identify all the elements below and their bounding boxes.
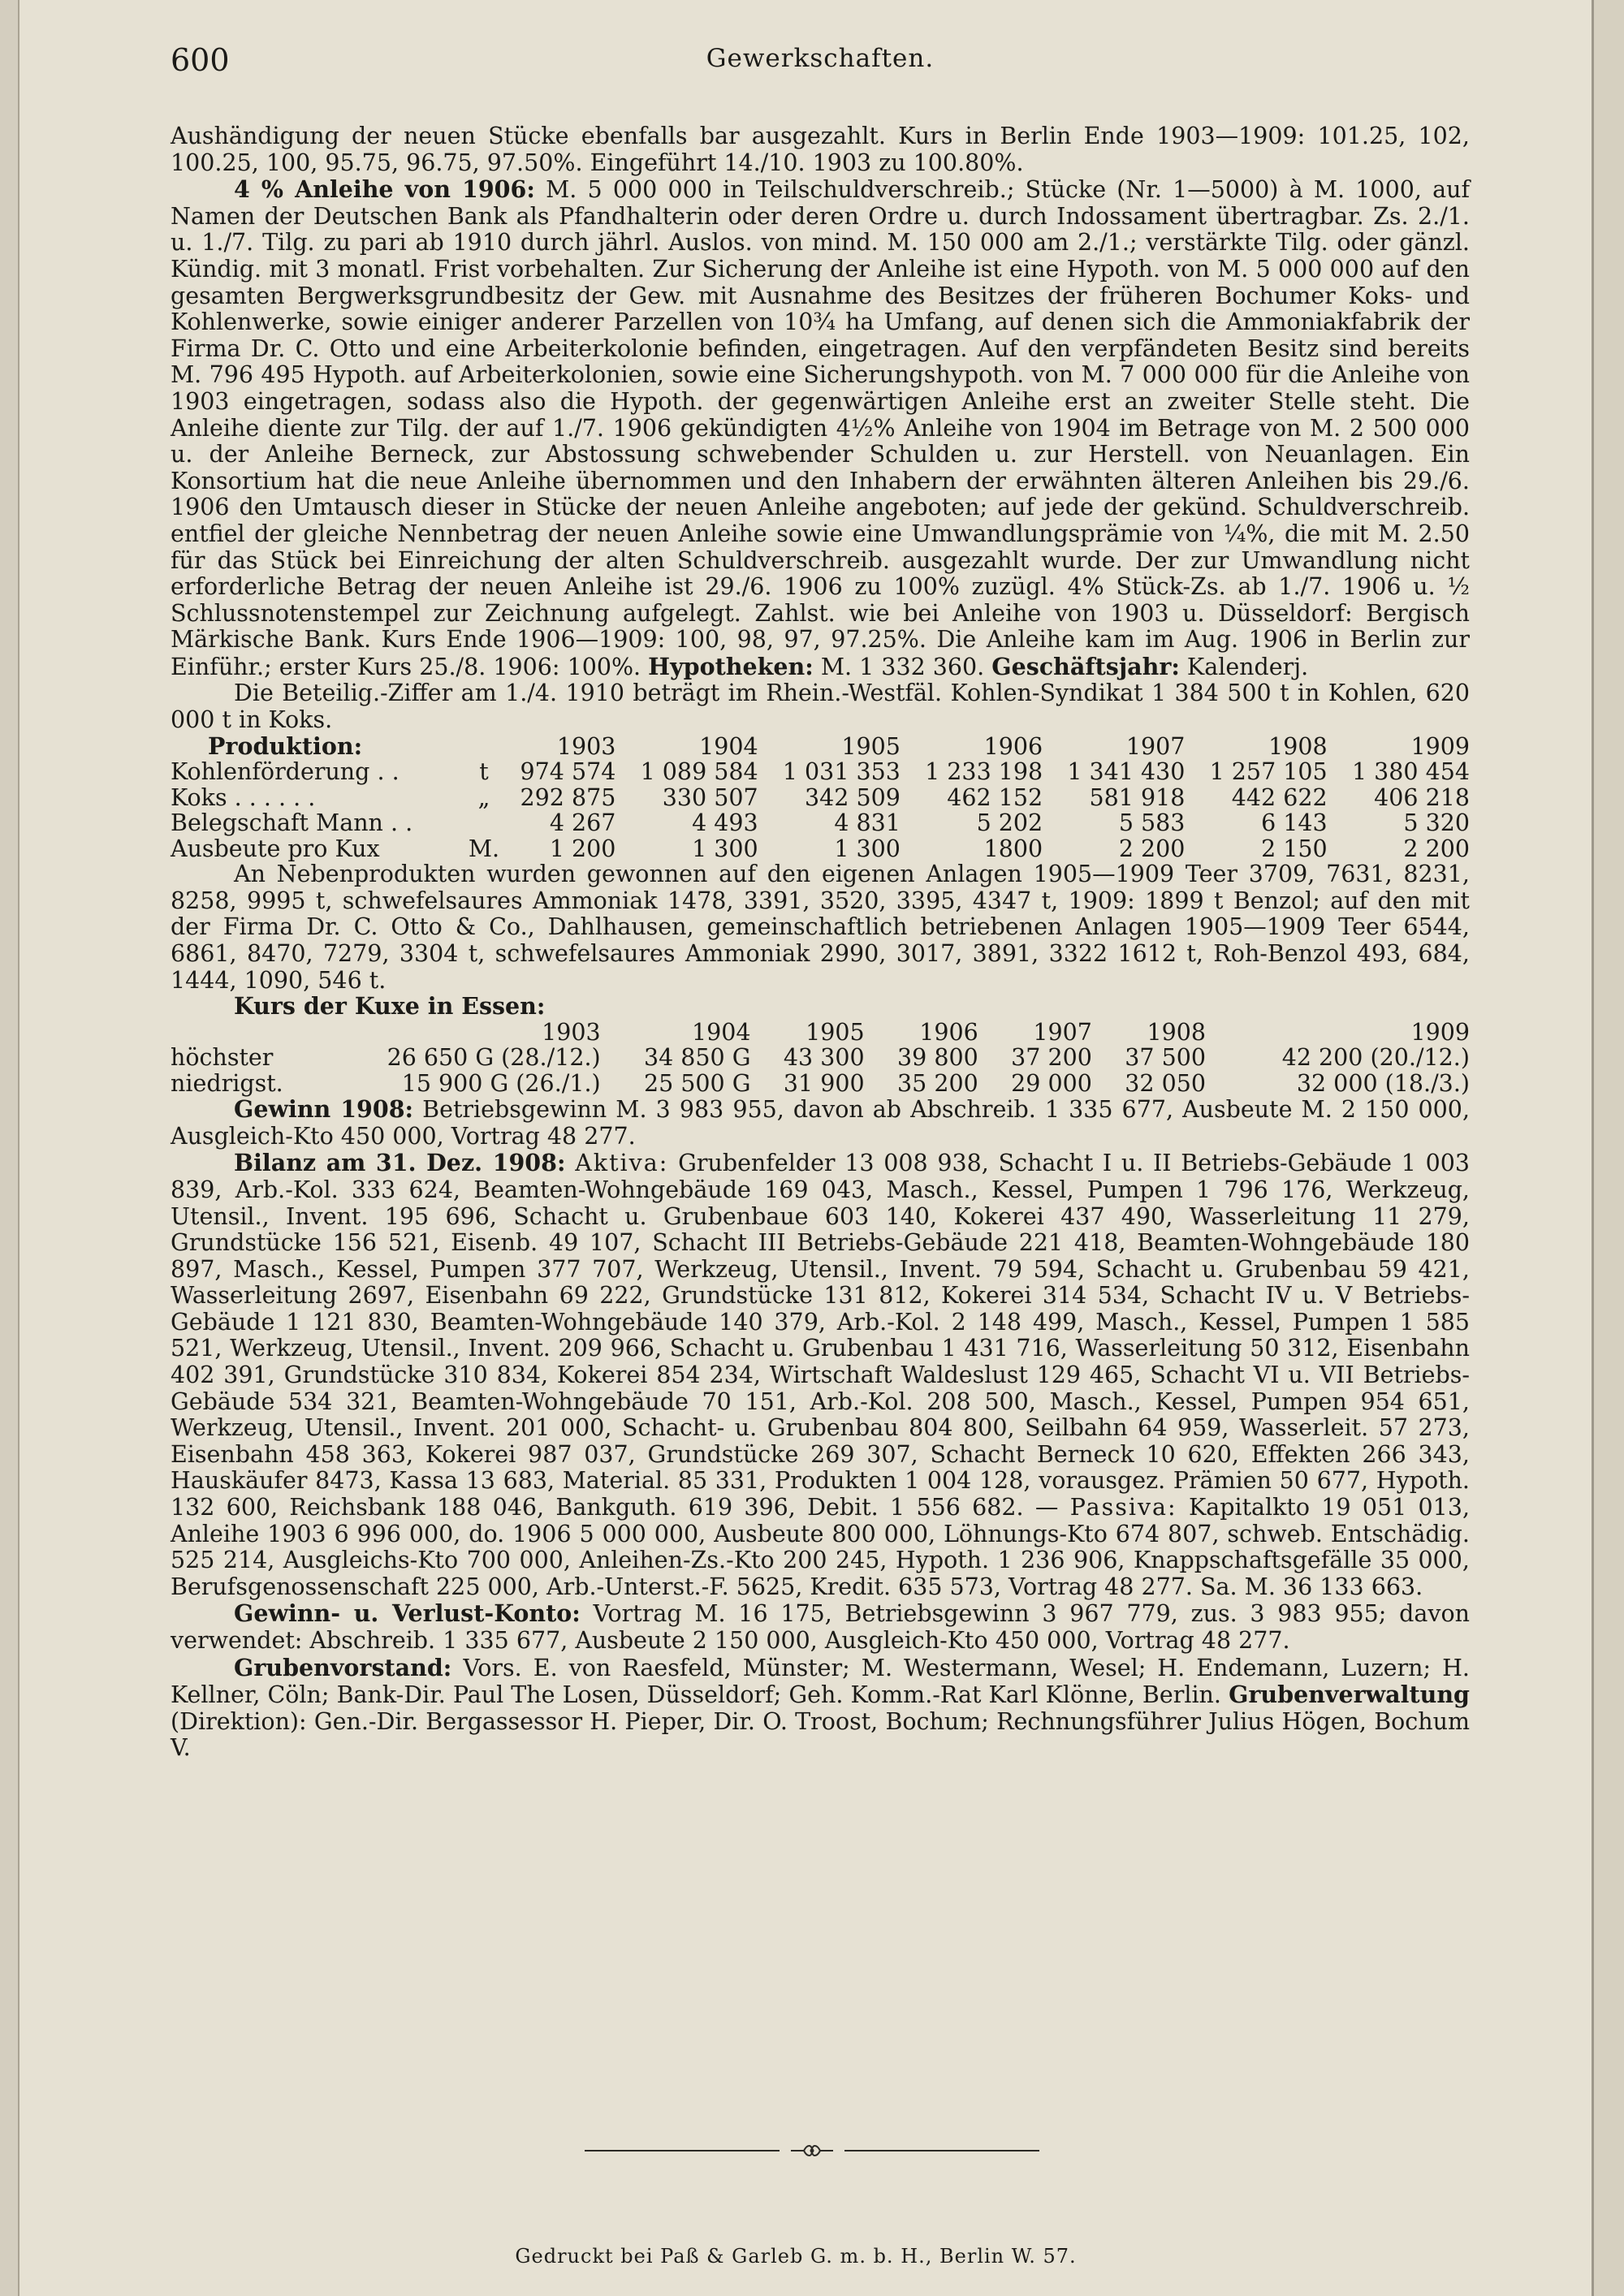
- table-cell: 42 200 (20./12.): [1281, 1044, 1470, 1072]
- kurs-title-row: [171, 994, 1470, 1020]
- table-cell: 5 583: [1118, 809, 1186, 837]
- page-number: 600: [171, 42, 230, 78]
- table-cell: 406 218: [1374, 783, 1470, 811]
- table-cell: 6 143: [1261, 809, 1328, 837]
- table-cell: 31 900: [783, 1069, 865, 1097]
- row-label: Ausbeute pro Kux: [171, 835, 380, 862]
- table-cell: 462 152: [947, 783, 1043, 811]
- table-cell: 1 300: [692, 835, 758, 862]
- page-header: [171, 42, 1470, 81]
- guv-text: Vortrag M. 16 175, Betriebsgewinn 3 967 779, zus. 3 983 955; davon verwendet: Abschreib. 1 335 677, Ausbeute 2 150 000, Ausgleich-Kto 450 000, Vortrag 48 277.: [171, 1600, 1470, 1654]
- table-cell: 1 380 454: [1351, 758, 1470, 786]
- table-cell: 43 300: [783, 1044, 865, 1072]
- row-label: Belegschaft Mann . .: [171, 809, 413, 837]
- ornament-icon: [788, 2138, 836, 2168]
- section-divider: [585, 2138, 1039, 2163]
- year-cell: 1903: [556, 732, 616, 760]
- table-cell: 4 267: [549, 809, 616, 837]
- table-cell: 2 200: [1403, 835, 1470, 862]
- paragraph-gewinn-1908: [171, 1096, 1470, 1150]
- table-cell: 2 200: [1118, 835, 1186, 862]
- year-cell: 1909: [1410, 1018, 1470, 1046]
- year-cell: 1904: [691, 1018, 751, 1046]
- table-cell: 32 000 (18./3.): [1296, 1069, 1470, 1097]
- year-cell: 1905: [806, 1018, 865, 1046]
- table-cell: 4 831: [834, 809, 901, 837]
- table-cell: 442 622: [1231, 783, 1328, 811]
- paragraph-vorstand: [171, 1655, 1470, 1762]
- gewinn-text: Betriebsgewinn M. 3 983 955, davon ab Abschreib. 1 335 677, Ausbeute M. 2 150 000, Ausgleich-Kto 450 000, Vortrag 48 277.: [171, 1096, 1470, 1150]
- table-cell: 292 875: [520, 783, 616, 811]
- table-cell: 974 574: [520, 758, 616, 786]
- aktiva-text: Grubenfelder 13 008 938, Schacht I u. II Betriebs-Gebäude 1 003 839, Arb.-Kol. 333 624, Beamten-Wohngebäude 169 043, Masch., Kessel, Pumpen 1 796 176, Werkzeug, Utensil., Invent. 195 696, Schacht u. Grubenbaue 603 140, Kokerei 437 490, Wasserleitung 11 279, Grundstücke 156 521, Eisenb. 49 107, Schacht III Betriebs-Gebäude 221 418, Beamten-Wohngebäude 180 897, Masch., Kessel, Pumpen 377 707, Werkzeug, Utensil., Invent. 79 594, Schacht u. Grubenbau 59 421, Wasserleitung 2697, Eisenbahn 69 222, Grundstücke 131 812, Kokerei 314 534, Schacht IV u. V Betriebs-Gebäude 1 121 830, Beamten-Wohngebäude 140 379, Arb.-Kol. 2 148 499, Masch., Kessel, Pumpen 1 585 521, Werkzeug, Utensil., Invent. 209 966, Schacht u. Grubenbau 1 431 716, Wasserleitung 50 312, Eisenbahn 402 391, Grundstücke 310 834, Kokerei 854 234, Wirtschaft Waldeslust 129 465, Schacht VI u. VII Betriebs-Gebäude 534 321, Beamten-Wohngebäude 70 151, Arb.-Kol. 208 500, Masch., Kessel, Pumpen 954 651, Werkzeug, Utensil., Invent. 201 000, Schacht- u. Grubenbau 804 800, Seilbahn 64 959, Wasserleit. 57 273, Eisenbahn 458 363, Kokerei 987 037, Grundstücke 269 307, Schacht Berneck 10 620, Effekten 266 343, Hauskäufer 8473, Kassa 13 683, Material. 85 331, Produkten 1 004 128, vorausgez. Prämien 50 677, Hypoth. 132 600, Reichsbank 188 046, Bankguth. 619 396, Debit. 1 556 682. —: [171, 1150, 1470, 1521]
- year-cell: 1909: [1410, 732, 1470, 760]
- year-cell: 1904: [699, 732, 758, 760]
- table-cell: 1 089 584: [640, 758, 758, 786]
- page-edge: [1592, 0, 1624, 2296]
- anleihe-1906-heading: 4 % Anleihe von 1906:: [234, 175, 535, 204]
- geschaeftsjahr-label: Geschäftsjahr:: [991, 652, 1180, 680]
- table-cell: 5 320: [1403, 809, 1470, 837]
- hypotheken-value: M. 1 332 360.: [820, 653, 985, 680]
- table-cell: 1 300: [834, 835, 901, 862]
- table-row: [171, 810, 1470, 836]
- verwaltung-heading: Grubenverwaltung: [1229, 1681, 1470, 1709]
- binding-edge: [0, 0, 19, 2296]
- produktion-table: [171, 734, 1470, 862]
- year-cell: 1907: [1125, 732, 1186, 760]
- table-row: [171, 836, 1470, 862]
- paragraph-anleihe-1906: [171, 176, 1470, 680]
- table-cell: 342 509: [805, 783, 901, 811]
- row-label: höchster: [171, 1044, 274, 1072]
- table-cell: 25 500 G: [643, 1069, 751, 1097]
- table-cell: 39 800: [897, 1044, 978, 1072]
- year-cell: 1908: [1147, 1018, 1207, 1046]
- produktion-header-row: [171, 734, 1470, 760]
- hypotheken-label: Hypotheken:: [648, 652, 814, 680]
- table-row: [171, 759, 1470, 785]
- table-cell: 1 233 198: [925, 758, 1043, 786]
- table-cell: 15 900 G (26./1.): [401, 1069, 601, 1097]
- printer-imprint: Gedruckt bei Paß & Garleb G. m. b. H., Berlin W. 57.: [515, 2245, 1077, 2268]
- passiva-label: Passiva:: [1069, 1494, 1177, 1521]
- kurs-table: [171, 994, 1470, 1096]
- geschaeftsjahr-value: Kalenderj.: [1186, 653, 1309, 680]
- year-cell: 1905: [841, 732, 901, 760]
- row-unit: t: [479, 758, 489, 786]
- paragraph-kurs-1903: Aushändigung der neuen Stücke ebenfalls bar ausgezahlt. Kurs in Berlin Ende 1903—1909: 101.25, 102, 100.25, 100, 95.75, 96.75, 97.50%. Eingeführt 14./10. 1903 zu 100.80%.: [171, 123, 1470, 176]
- table-cell: 1800: [983, 835, 1043, 862]
- row-unit: „: [477, 783, 490, 811]
- running-head: Gewerkschaften.: [706, 44, 935, 73]
- year-cell: 1908: [1268, 732, 1328, 760]
- row-label: niedrigst.: [171, 1069, 283, 1097]
- paragraph-beteiligung: Die Beteilig.-Ziffer am 1./4. 1910 beträgt im Rhein.-Westfäl. Kohlen-Syndikat 1 384 500 t in Kohlen, 620 000 t in Koks.: [171, 680, 1470, 734]
- table-cell: 29 000: [1011, 1069, 1092, 1097]
- table-row: [171, 785, 1470, 811]
- row-unit: M.: [468, 835, 500, 862]
- table-cell: 32 050: [1125, 1069, 1207, 1097]
- guv-heading: Gewinn- u. Verlust-Konto:: [234, 1599, 581, 1628]
- table-cell: 581 918: [1089, 783, 1186, 811]
- table-cell: 4 493: [692, 809, 758, 837]
- paragraph-bilanz: [171, 1150, 1470, 1600]
- row-label: Kohlenförderung . .: [171, 758, 400, 786]
- year-cell: 1907: [1033, 1018, 1092, 1046]
- table-cell: 2 150: [1261, 835, 1328, 862]
- aktiva-label: Aktiva:: [575, 1150, 669, 1177]
- divider-line: [585, 2150, 780, 2151]
- divider-line: [844, 2150, 1039, 2151]
- table-cell: 1 257 105: [1209, 758, 1328, 786]
- table-cell: 1 341 430: [1067, 758, 1186, 786]
- passiva-text: Kapitalkto 19 051 013, Anleihe 1903 6 996 000, do. 1906 5 000 000, Ausbeute 800 000, Löhnungs-Kto 674 807, schweb. Entschädig. 525 214, Ausgleichs-Kto 700 000, Anleihen-Zs.-Kto 200 245, Hypoth. 1 236 906, Knappschaftsgefälle 35 000, Berufsgenossenschaft 225 000, Arb.-Unterst.-F. 5625, Kredit. 635 573, Vortrag 48 277. Sa. M. 36 133 663.: [171, 1494, 1471, 1600]
- paragraph-nebenprodukte: An Nebenprodukten wurden gewonnen auf den eigenen Anlagen 1905—1909 Teer 3709, 7631, 8231, 8258, 9995 t, schwefelsaures Ammoniak 1478, 3391, 3520, 3395, 4347 t, 1909: 1899 t Benzol; auf den mit der Firma Dr. C. Otto & Co., Dahlhausen, gemeinschaftlich betriebenen Anlagen 1905—1909 Teer 6544, 6861, 8470, 7279, 3304 t, schwefelsaures Ammoniak 2990, 3017, 3891, 3322 1612 t, Roh-Benzol 493, 684, 1444, 1090, 546 t.: [171, 861, 1470, 994]
- table-row: [171, 1071, 1470, 1097]
- year-cell: 1906: [983, 732, 1043, 760]
- table-cell: 26 650 G (28./12.): [387, 1044, 601, 1072]
- table-cell: 37 500: [1125, 1044, 1207, 1072]
- paragraph-guv: [171, 1600, 1470, 1654]
- produktion-title: Produktion:: [208, 732, 363, 760]
- table-cell: 330 507: [662, 783, 758, 811]
- table-cell: 35 200: [897, 1069, 978, 1097]
- vorstand-text: Vors. E. von Raesfeld, Münster; M. Westermann, Wesel; H. Endemann, Luzern; H. Kellner, Cöln; Bank-Dir. Paul The Losen, Düsseldorf; Geh. Komm.-Rat Karl Klönne, Berlin.: [171, 1654, 1470, 1709]
- verwaltung-text: (Direktion): Gen.-Dir. Bergassessor H. Pieper, Dir. O. Troost, Bochum; Rechnungsführer Julius Högen, Bochum V.: [171, 1707, 1470, 1762]
- table-cell: 1 200: [549, 835, 616, 862]
- table-cell: 37 200: [1011, 1044, 1092, 1072]
- kurs-header-row: [171, 1020, 1470, 1046]
- anleihe-1906-text: M. 5 000 000 in Teilschuldverschreib.; Stücke (Nr. 1—5000) à M. 1000, auf Namen der Deutschen Bank als Pfandhalterin oder deren Ordre u. durch Indossament übertragbar. Zs. 2./1. u. 1./7. Tilg. zu pari ab 1910 durch jährl. Auslos. von mind. M. 150 000 am 2./1.; verstärkte Tilg. oder gänzl. Kündig. mit 3 monatl. Frist vorbehalten. Zur Sicherung der Anleihe ist eine Hypoth. von M. 5 000 000 auf den gesamten Bergwerksgrundbesitz der Gew. mit Ausnahme des Besitzes der früheren Bochumer Koks- und Kohlenwerke, sowie einiger anderer Parzellen von 10¾ ha Umfang, auf denen sich die Ammoniakfabrik der Firma Dr. C. Otto und eine Arbeiterkolonie befinden, eingetragen. Auf den verpfändeten Besitz sind bereits M. 796 495 Hypoth. auf Arbeiterkolonien, sowie eine Sicherungshypoth. von M. 7 000 000 für die Anleihe von 1903 eingetragen, sodass also die Hypoth. der gegenwärtigen Anleihe erst an zweiter Stelle steht. Die Anleihe diente zur Tilg. der auf 1./7. 1906 gekündigten 4½% Anleihe von 1904 im Betrage von M. 2 500 000 u. der Anleihe Berneck, zur Abstossung schwebender Schulden u. zur Herstell. von Neuanlagen. Ein Konsortium hat die neue Anleihe übernommen und den Inhabern der erwähnten älteren Anleihen bis 29./6. 1906 den Umtausch dieser in Stücke der neuen Anleihe angeboten; auf jede der gekünd. Schuldverschreib. entfiel der gleiche Nennbetrag der neuen Anleihe sowie eine Umwandlungsprämie von ¼%, die mit M. 2.50 für das Stück bei Einreichung der alten Schuldverschreib. ausgezahlt wurde. Der zur Umwandlung nicht erforderliche Betrag der neuen Anleihe ist 29./6. 1906 zu 100% zuzügl. 4% Stück-Zs. ab 1./7. 1906 u. ½ Schlussnotenstempel zur Zeichnung aufgelegt. Zahlst. wie bei Anleihe von 1903 u. Düsseldorf: Bergisch Märkische Bank. Kurs Ende 1906—1909: 100, 98, 97, 97.25%. Die Anleihe kam im Aug. 1906 in Berlin zur Einführ.; erster Kurs 25./8. 1906: 100%.: [171, 176, 1471, 680]
- gewinn-heading: Gewinn 1908:: [234, 1095, 414, 1124]
- row-unit: [468, 810, 500, 836]
- table-cell: 5 202: [976, 809, 1043, 837]
- bilanz-heading: Bilanz am 31. Dez. 1908:: [234, 1149, 566, 1177]
- row-label: Koks . . . . . .: [171, 783, 316, 811]
- vorstand-heading: Grubenvorstand:: [234, 1653, 452, 1681]
- table-cell: 1 031 353: [782, 758, 901, 786]
- table-row: [171, 1045, 1470, 1071]
- table-cell: 34 850 G: [643, 1044, 751, 1072]
- kurs-title: Kurs der Kuxe in Essen:: [234, 992, 546, 1021]
- year-cell: 1906: [919, 1018, 978, 1046]
- year-cell: 1903: [542, 1018, 601, 1046]
- page-body: [171, 123, 1470, 1762]
